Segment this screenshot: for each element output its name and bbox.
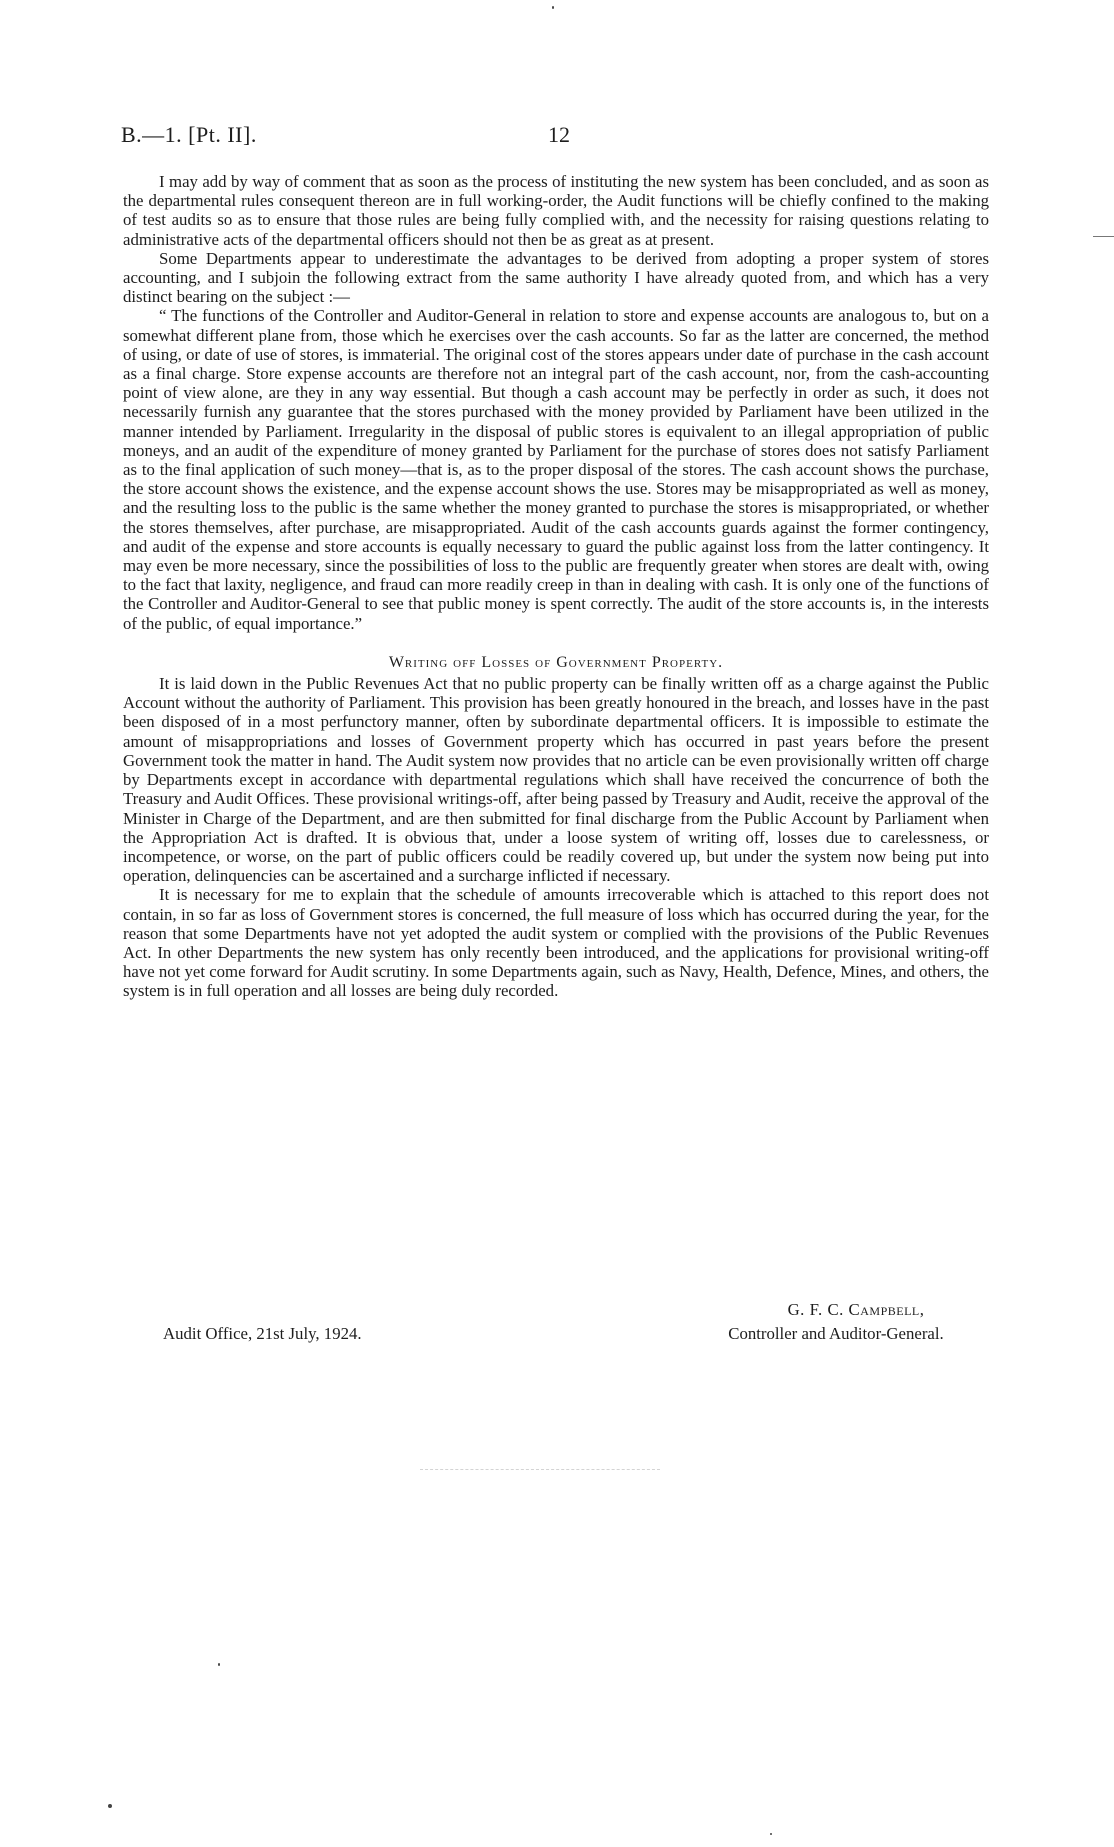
section-heading: Writing off Losses of Government Property.: [388, 653, 724, 671]
margin-mark: [1093, 236, 1114, 237]
page-number: 12: [548, 122, 570, 147]
scan-speck: [108, 1804, 112, 1808]
paragraph-stores-accounting: Some Departments appear to underestimate the advantages to be derived from adopting a proper system of stores accounting, and I subjoin the following extract from the same authority I have already quoted from, and which has a very distinct bearing on the subject :—: [123, 248, 989, 307]
paragraph-writing-off: It is laid down in the Public Revenues Act that no public property can be finally written off as a charge against the Public Account without the authority of Parliament. This provision has been greatly honoured in the breach, and losses have in the past been disposed of in a most perfunctory manner, often by subordinate departmental officers. It is impossible to estimate the amount of misappropriations and losses of Government property which has occurred in past years before the present Government took the matter in hand. The Audit system now provides that no article can be even provisionally written off charge by Departments except in accordance with departmental regulations which shall have received the concurrence of both the Treasury and Audit Offices. These provisional writings-off, after being passed by Treasury and Audit, receive the approval of the Minister in Charge of the Department, and are then submitted for final discharge from the Public Account by Parliament when the Appropriation Act is drafted. It is obvious that, under a loose system of writing off, losses due to carelessness, or incompetence, or worse, on the part of public officers could be readily covered up, but under the system now being put into operation, delinquencies can be ascertained and a surcharge inflicted if necessary.: [123, 674, 989, 886]
scan-speck: [552, 6, 554, 9]
signature-block: [123, 1300, 989, 1348]
paragraph-comment: I may add by way of comment that as soon as the process of instituting the new system has been concluded, and as soon as the departmental rules consequent thereon are in full working-order, the Audit functions will be chiefly confined to the making of test audits so as to ensure that those rules are being fully complied with, and the necessity for raising questions relating to administrative acts of the departmental officers should not then be as great as at present.: [123, 172, 989, 249]
paragraph-schedule: It is necessary for me to explain that the schedule of amounts irrecoverable which is attached to this report does not contain, in so far as loss of Government stores is concerned, the full measure of loss which has occurred during the year, for the reason that some Departments have not yet adopted the audit system or complied with the provisions of the Public Revenues Act. In other Departments the new system has only recently been introduced, and the applications for provisional writing-off have not yet come forward for Audit scrutiny. In some Departments again, such as Navy, Health, Defence, Mines, and others, the system is in full operation and all losses are being duly recorded.: [123, 885, 989, 1001]
scan-speck: [218, 1663, 220, 1666]
place-and-date: Audit Office, 21st July, 1924.: [163, 1324, 362, 1343]
signatory-title: Controller and Auditor-General.: [728, 1324, 944, 1343]
document-reference: B.—1. [Pt. II].: [121, 122, 257, 147]
bleed-through-line: [420, 1469, 660, 1470]
signatory-name: G. F. C. Campbell,: [787, 1300, 925, 1319]
scan-speck: [770, 1833, 772, 1835]
paragraph-quoted-extract: “ The functions of the Controller and Auditor-General in relation to store and expense accounts are analogous to, but on a somewhat different plane from, those which he exercises over the cash accounts. So far as the latter are concerned, the method of using, or date of use of stores, is immaterial. The original cost of the stores appears under date of purchase in the cash account as a final charge. Store expense accounts are therefore not an integral part of the cash account, nor, from the cash-accounting point of view alone, are they in any way essential. But though a cash account may be perfectly in order as such, it does not necessarily furnish any guarantee that the stores purchased with the money provided by Parliament have been utilized in the manner intended by Parliament. Irregularity in the disposal of public stores is equivalent to an illegal appropriation of public moneys, and an audit of the expenditure of money granted by Parliament for the purchase of stores does not satisfy Parliament as to the final application of such money—that is, as to the proper disposal of the stores. The cash account shows the purchase, the store account shows the existence, and the expense account shows the use. Stores may be misappropriated as well as money, and the resulting loss to the public is the same whether the money granted to purchase the stores is misappropriated, or whether the stores themselves, after purchase, are misappropriated. Audit of the cash accounts guards against the former contingency, and audit of the expense and store accounts is equally necessary to guard the public against loss from the latter contingency. It may even be more necessary, since the possibilities of loss to the public are frequently greater when stores are dealt with, owing to the fact that laxity, negligence, and fraud can more readily creep in than in dealing with cash. It is only one of the functions of the Controller and Auditor-General to see that public money is spent correctly. The audit of the store accounts is, in the interests of the public, of equal importance.”: [123, 306, 989, 633]
report-body: [123, 172, 989, 1001]
